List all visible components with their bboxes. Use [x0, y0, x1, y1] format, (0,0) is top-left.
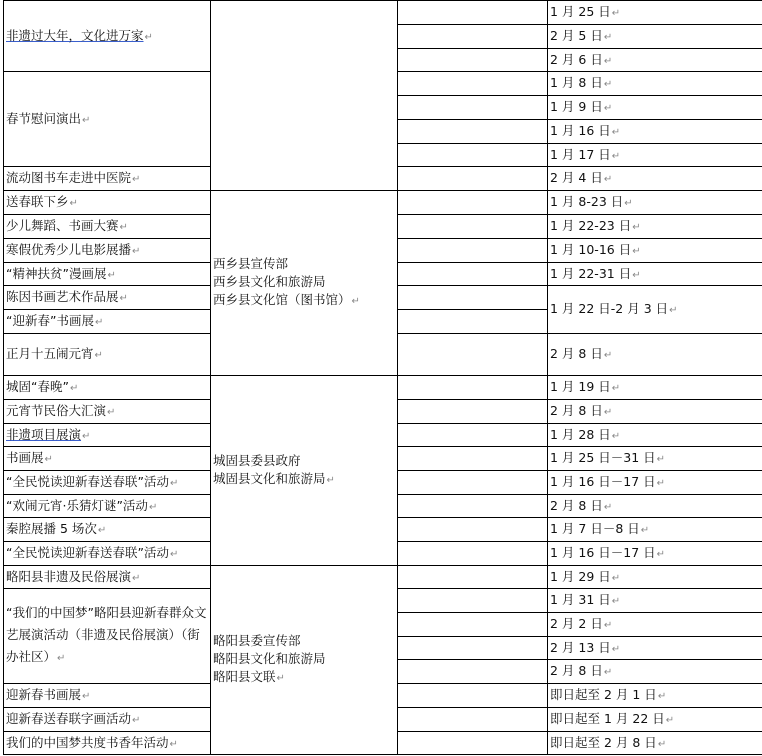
- event-date: 1 月 8-23 日↵: [548, 191, 762, 215]
- gap-cell: [398, 376, 548, 400]
- event-name: “全民悦读迎新春送春联”活动↵: [4, 542, 211, 566]
- event-date: 2 月 5 日↵: [548, 25, 762, 49]
- gap-cell: [398, 120, 548, 144]
- gap-cell: [398, 424, 548, 447]
- gap-cell: [398, 72, 548, 96]
- gap-cell: [398, 286, 548, 310]
- event-date: 1 月 16 日－17 日↵: [548, 542, 762, 566]
- events-table: [3, 0, 762, 755]
- event-name: 正月十五闹元宵↵: [4, 334, 211, 376]
- event-date: 1 月 31 日↵: [548, 589, 762, 613]
- event-date: 1 月 25 日↵: [548, 1, 762, 25]
- organizer-line: 西乡县文化馆（图书馆）↵: [213, 292, 360, 307]
- gap-cell: [398, 447, 548, 471]
- gap-cell: [398, 732, 548, 755]
- event-date: 2 月 8 日↵: [548, 660, 762, 684]
- organizer-cell: [211, 191, 398, 376]
- event-date: 2 月 6 日↵: [548, 49, 762, 72]
- event-date: 1 月 9 日↵: [548, 96, 762, 120]
- organizer-line: 西乡县宣传部: [213, 256, 289, 271]
- event-date: 1 月 28 日↵: [548, 424, 762, 447]
- event-name: 我们的中国梦共度书香年活动↵: [4, 732, 211, 755]
- organizer-line: 略阳县委宣传部: [213, 633, 301, 648]
- event-date: 即日起至 1 月 22 日↵: [548, 708, 762, 732]
- event-name: 流动图书车走进中医院↵: [4, 167, 211, 191]
- gap-cell: [398, 215, 548, 239]
- event-name: 元宵节民俗大汇演↵: [4, 400, 211, 424]
- event-date: 1 月 16 日↵: [548, 120, 762, 144]
- event-date: 1 月 29 日↵: [548, 566, 762, 589]
- organizer-line: 略阳县文联↵: [213, 669, 285, 684]
- event-name: 少儿舞蹈、书画大赛↵: [4, 215, 211, 239]
- gap-cell: [398, 310, 548, 334]
- gap-cell: [398, 613, 548, 637]
- event-date: 1 月 19 日↵: [548, 376, 762, 400]
- event-name: 略阳县非遗及民俗展演↵: [4, 566, 211, 589]
- gap-cell: [398, 49, 548, 72]
- event-date: 2 月 8 日↵: [548, 334, 762, 376]
- event-date: 2 月 4 日↵: [548, 167, 762, 191]
- organizer-line: 城固县文化和旅游局↵: [213, 470, 335, 486]
- organizer-cell: [211, 566, 398, 755]
- event-date: 1 月 22-23 日↵: [548, 215, 762, 239]
- gap-cell: [398, 334, 548, 376]
- gap-cell: [398, 518, 548, 542]
- gap-cell: [398, 660, 548, 684]
- gap-cell: [398, 637, 548, 660]
- gap-cell: [398, 684, 548, 708]
- organizer-cell: [211, 1, 398, 191]
- event-name: 秦腔展播 5 场次↵: [4, 518, 211, 542]
- event-name: “迎新春”书画展↵: [4, 310, 211, 334]
- event-date: 1 月 10-16 日↵: [548, 239, 762, 263]
- event-name: 陈因书画艺术作品展↵: [4, 286, 211, 310]
- event-name: 城固“春晚”↵: [4, 376, 211, 400]
- event-date: 2 月 8 日↵: [548, 400, 762, 424]
- gap-cell: [398, 589, 548, 613]
- event-name: 非遗项目展演↵: [4, 424, 211, 447]
- gap-cell: [398, 239, 548, 263]
- event-date: 即日起至 2 月 1 日↵: [548, 684, 762, 708]
- event-date: 1 月 25 日－31 日↵: [548, 447, 762, 471]
- event-name: 送春联下乡↵: [4, 191, 211, 215]
- event-date: 2 月 13 日↵: [548, 637, 762, 660]
- event-name: “欢闹元宵·乐猜灯谜”活动↵: [4, 495, 211, 518]
- event-name: 寒假优秀少儿电影展播↵: [4, 239, 211, 263]
- event-date: 1 月 7 日－8 日↵: [548, 518, 762, 542]
- event-name: 书画展↵: [4, 447, 211, 471]
- event-date: 2 月 2 日↵: [548, 613, 762, 637]
- gap-cell: [398, 96, 548, 120]
- event-name: “我们的中国梦”略阳县迎新春群众文艺展演活动（非遗及民俗展演）（街办社区）↵: [4, 589, 211, 684]
- organizer-cell: [211, 376, 398, 566]
- organizer-line: 略阳县文化和旅游局: [213, 651, 326, 666]
- gap-cell: [398, 708, 548, 732]
- gap-cell: [398, 263, 548, 286]
- gap-cell: [398, 191, 548, 215]
- event-date: 1 月 16 日－17 日↵: [548, 471, 762, 495]
- gap-cell: [398, 471, 548, 495]
- gap-cell: [398, 566, 548, 589]
- gap-cell: [398, 495, 548, 518]
- gap-cell: [398, 542, 548, 566]
- event-name: “全民悦读迎新春送春联”活动↵: [4, 471, 211, 495]
- event-name: “精神扶贫”漫画展↵: [4, 263, 211, 286]
- event-name: 迎新春书画展↵: [4, 684, 211, 708]
- gap-cell: [398, 144, 548, 167]
- organizer-line: 西乡县文化和旅游局: [213, 274, 326, 289]
- gap-cell: [398, 1, 548, 25]
- event-date: 1 月 22-31 日↵: [548, 263, 762, 286]
- event-name: 迎新春送春联字画活动↵: [4, 708, 211, 732]
- event-date: 1 月 8 日↵: [548, 72, 762, 96]
- event-name: 非遗过大年，文化进万家↵: [4, 1, 211, 72]
- gap-cell: [398, 400, 548, 424]
- event-date: 1 月 22 日-2 月 3 日↵: [548, 286, 762, 334]
- gap-cell: [398, 25, 548, 49]
- event-date: 2 月 8 日↵: [548, 495, 762, 518]
- gap-cell: [398, 167, 548, 191]
- event-date: 即日起至 2 月 8 日↵: [548, 732, 762, 755]
- event-name: 春节慰问演出↵: [4, 72, 211, 167]
- event-date: 1 月 17 日↵: [548, 144, 762, 167]
- organizer-line: 城固县委县政府: [213, 452, 301, 468]
